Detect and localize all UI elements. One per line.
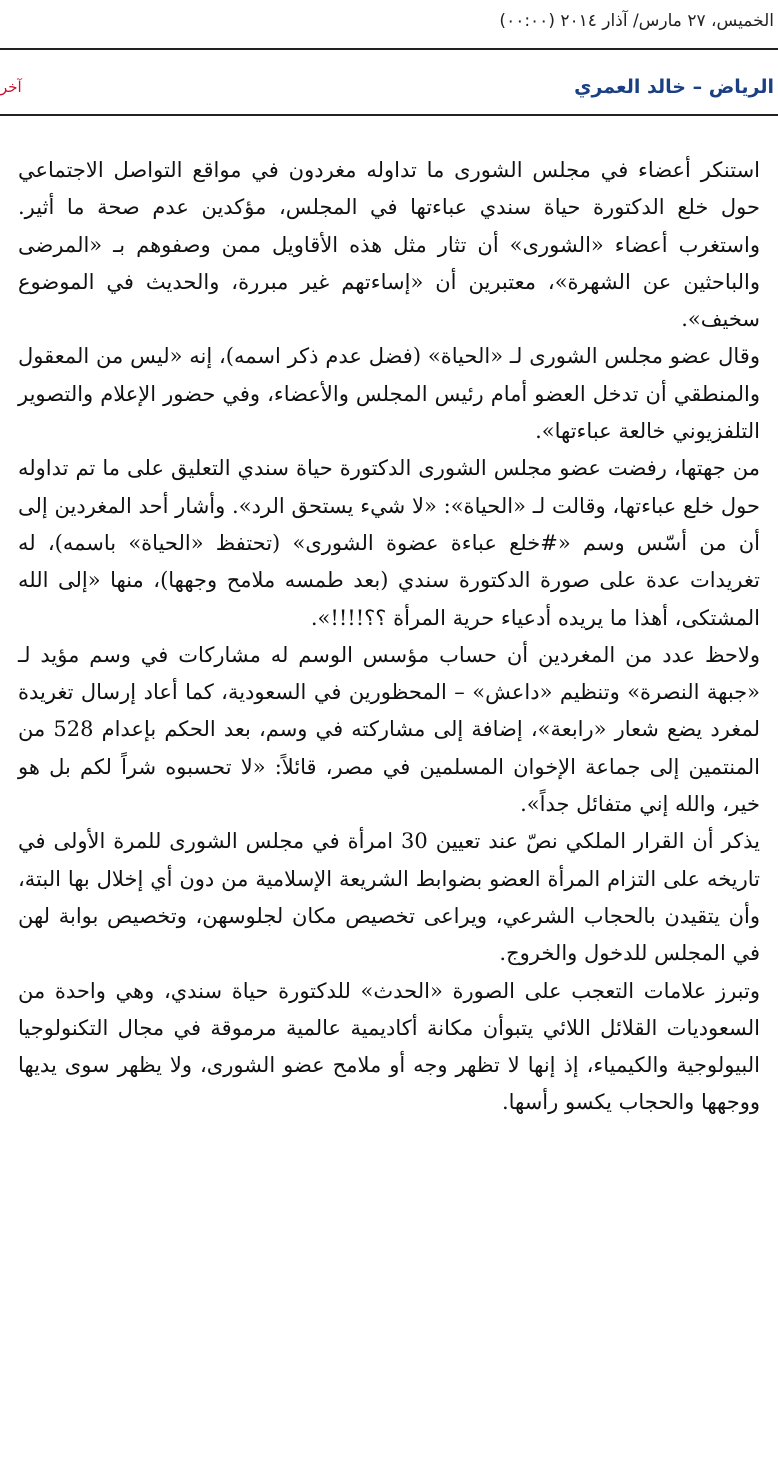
article-paragraph: وقال عضو مجلس الشورى لـ «الحياة» (فضل عدم ذكر اسمه)، إنه «ليس من المعقول والمنطقي أن تدخل العضو أمام رئيس المجلس والأعضاء، وفي حضور الإعلام والتصوير التلفزيوني خالعة عباءتها».	[18, 344, 760, 444]
article-paragraph: يذكر أن القرار الملكي نصّ عند تعيين 30 امرأة في مجلس الشورى للمرة الأولى في تاريخه على التزام المرأة العضو بضوابط الشريعة الإسلامية من دون أي إخلال بها البتة، وأن يتقيدن بالحجاب الشرعي، ويراعى تخصيص مكان لجلوسهن، وتخصيص بوابة لهن في المجلس للدخول والخروج.	[18, 829, 760, 966]
article-paragraph: وتبرز علامات التعجب على الصورة «الحدث» للدكتورة حياة سندي، وهي واحدة من السعوديات القلائل اللائي يتبوأن مكانة أكاديمية عالمية مرموقة في مجال التكنولوجيا البيولوجية والكيمياء، إذ إنها لا تظهر وجه أو ملامح عضو الشورى، ولا يظهر سوى يديها ووجهها والحجاب يكسو رأسها.	[18, 978, 760, 1115]
header-divider-bottom	[0, 114, 778, 116]
article-paragraph: استنكر أعضاء في مجلس الشورى ما تداوله مغردون في مواقع التواصل الاجتماعي حول خلع الدكتورة حياة سندي عباءتها في المجلس، مؤكدين عدم صحة ما أثير. واستغرب أعضاء «الشورى» أن تثار مثل هذه الأقاويل ممن وصفوهم بـ «المرضى والباحثين عن الشهرة»، معتبرين أن «إساءتهم غير مبررة، والحديث في الموضوع سخيف».	[18, 158, 760, 332]
article-paragraph: ولاحظ عدد من المغردين أن حساب مؤسس الوسم له مشاركات في وسم مؤيد لـ «جبهة النصرة» وتنظيم «داعش» – المحظورين في السعودية، كما أعاد إرسال تغريدة لمغرد يضع شعار «رابعة»، إضافة إلى مشاركته في وسم، بعد الحكم بإعدام 528 من المنتمين إلى جماعة الإخوان المسلمين في مصر، قائلاً: «لا تحسبوه شراً لكم بل هو خير، والله إني متفائل جداً».	[18, 642, 760, 817]
article-body	[18, 152, 760, 1122]
author-byline: الرياض – خالد العمري	[574, 76, 774, 98]
publish-date: الخميس، ٢٧ مارس/ آذار ٢٠١٤ (٠٠:٠٠)	[499, 11, 774, 31]
article-paragraph: من جهتها، رفضت عضو مجلس الشورى الدكتورة حياة سندي التعليق على ما تم تداوله حول خلع عباءتها، وقالت لـ «الحياة»: «لا شيء يستحق الرد». وأشار أحد المغردين إلى أن من أسّس وسم «#خلع عباءة عضوة الشورى» (تحتفظ «الحياة» باسمه)، له تغريدات عدة على صورة الدكتورة سندي (بعد طمسه ملامح وجهها)، منها «إلى الله المشتكى، أهذا ما يريده أدعياء حرية المرأة ؟؟!!!!».	[18, 456, 760, 630]
more-articles-link[interactable]: آخر	[0, 78, 22, 96]
byline-row	[0, 70, 778, 104]
header-divider-top	[0, 48, 778, 50]
